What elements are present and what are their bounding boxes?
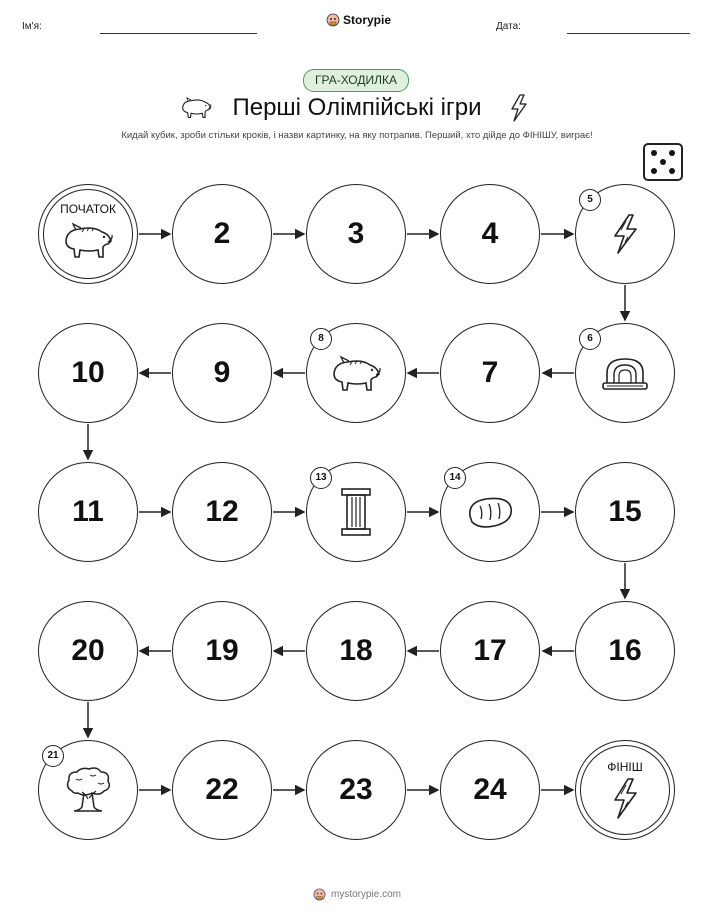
date-label: Дата: (496, 21, 521, 32)
game-type-badge: ГРА-ХОДИЛКА (303, 69, 409, 92)
name-label: Ім'я: (22, 21, 42, 32)
storypie-logo-icon (326, 13, 340, 27)
lightning-icon (508, 94, 530, 122)
boar-icon (328, 349, 384, 397)
brand-logo (326, 13, 391, 27)
space-number: 2 (213, 217, 231, 250)
footer (0, 888, 714, 901)
board-space-8[interactable] (306, 323, 406, 423)
finish-label: ФІНІШ (607, 760, 643, 774)
instructions: Кидай кубик, зроби стільки кроків, і назви картинку, на яку потрапив. Перший, хто дійде до ФІНІШУ, виграє! (121, 130, 593, 141)
space-number-badge: 13 (310, 467, 332, 489)
boar-icon (60, 216, 116, 264)
space-number: 15 (608, 495, 642, 528)
dice-icon (642, 142, 684, 182)
space-number-badge: 21 (42, 745, 64, 767)
board-space-4[interactable] (440, 184, 540, 284)
space-number: 16 (608, 634, 642, 667)
board-space-23[interactable] (306, 740, 406, 840)
board-space-9[interactable] (172, 323, 272, 423)
space-number-badge: 6 (579, 328, 601, 350)
lightning-icon (607, 776, 643, 822)
space-number: 24 (473, 773, 507, 806)
space-number: 19 (205, 634, 239, 667)
brand-name: Storypie (343, 13, 392, 27)
start-space[interactable] (38, 184, 138, 284)
board-space-13[interactable] (306, 462, 406, 562)
space-number: 7 (481, 356, 499, 389)
board-space-7[interactable] (440, 323, 540, 423)
board-space-3[interactable] (306, 184, 406, 284)
name-line[interactable] (100, 33, 257, 34)
board-space-21[interactable] (38, 740, 138, 840)
board-space-22[interactable] (172, 740, 272, 840)
space-number: 20 (71, 634, 105, 667)
space-number: 12 (205, 495, 239, 528)
board-space-2[interactable] (172, 184, 272, 284)
board-space-10[interactable] (38, 323, 138, 423)
finish-space[interactable] (575, 740, 675, 840)
space-number-badge: 14 (444, 467, 466, 489)
space-number: 11 (72, 495, 104, 528)
space-number: 3 (347, 217, 365, 250)
space-number: 23 (339, 773, 373, 806)
space-number: 4 (481, 217, 499, 250)
olive-tree-icon (62, 765, 114, 815)
board-space-18[interactable] (306, 601, 406, 701)
column-icon (338, 485, 374, 539)
space-number: 22 (205, 773, 239, 806)
space-number: 10 (71, 356, 105, 389)
board-space-19[interactable] (172, 601, 272, 701)
bread-icon (464, 492, 516, 532)
page-title: Перші Олімпійські ігри (232, 94, 482, 121)
board-space-14[interactable] (440, 462, 540, 562)
space-number: 9 (213, 356, 231, 389)
board-space-24[interactable] (440, 740, 540, 840)
storypie-logo-icon (313, 888, 326, 901)
board-space-6[interactable] (575, 323, 675, 423)
board-space-20[interactable] (38, 601, 138, 701)
space-number: 18 (339, 634, 373, 667)
footer-site[interactable]: mystorypie.com (330, 889, 401, 900)
board-space-12[interactable] (172, 462, 272, 562)
board-space-16[interactable] (575, 601, 675, 701)
board-space-11[interactable] (38, 462, 138, 562)
start-label: ПОЧАТОК (60, 202, 116, 216)
space-number-badge: 5 (579, 189, 601, 211)
lightning-icon (600, 209, 650, 259)
stone-oven-icon (599, 353, 651, 393)
board-space-15[interactable] (575, 462, 675, 562)
board-space-5[interactable] (575, 184, 675, 284)
space-number-badge: 8 (310, 328, 332, 350)
space-number: 17 (473, 634, 507, 667)
date-line[interactable] (567, 33, 690, 34)
board-space-17[interactable] (440, 601, 540, 701)
